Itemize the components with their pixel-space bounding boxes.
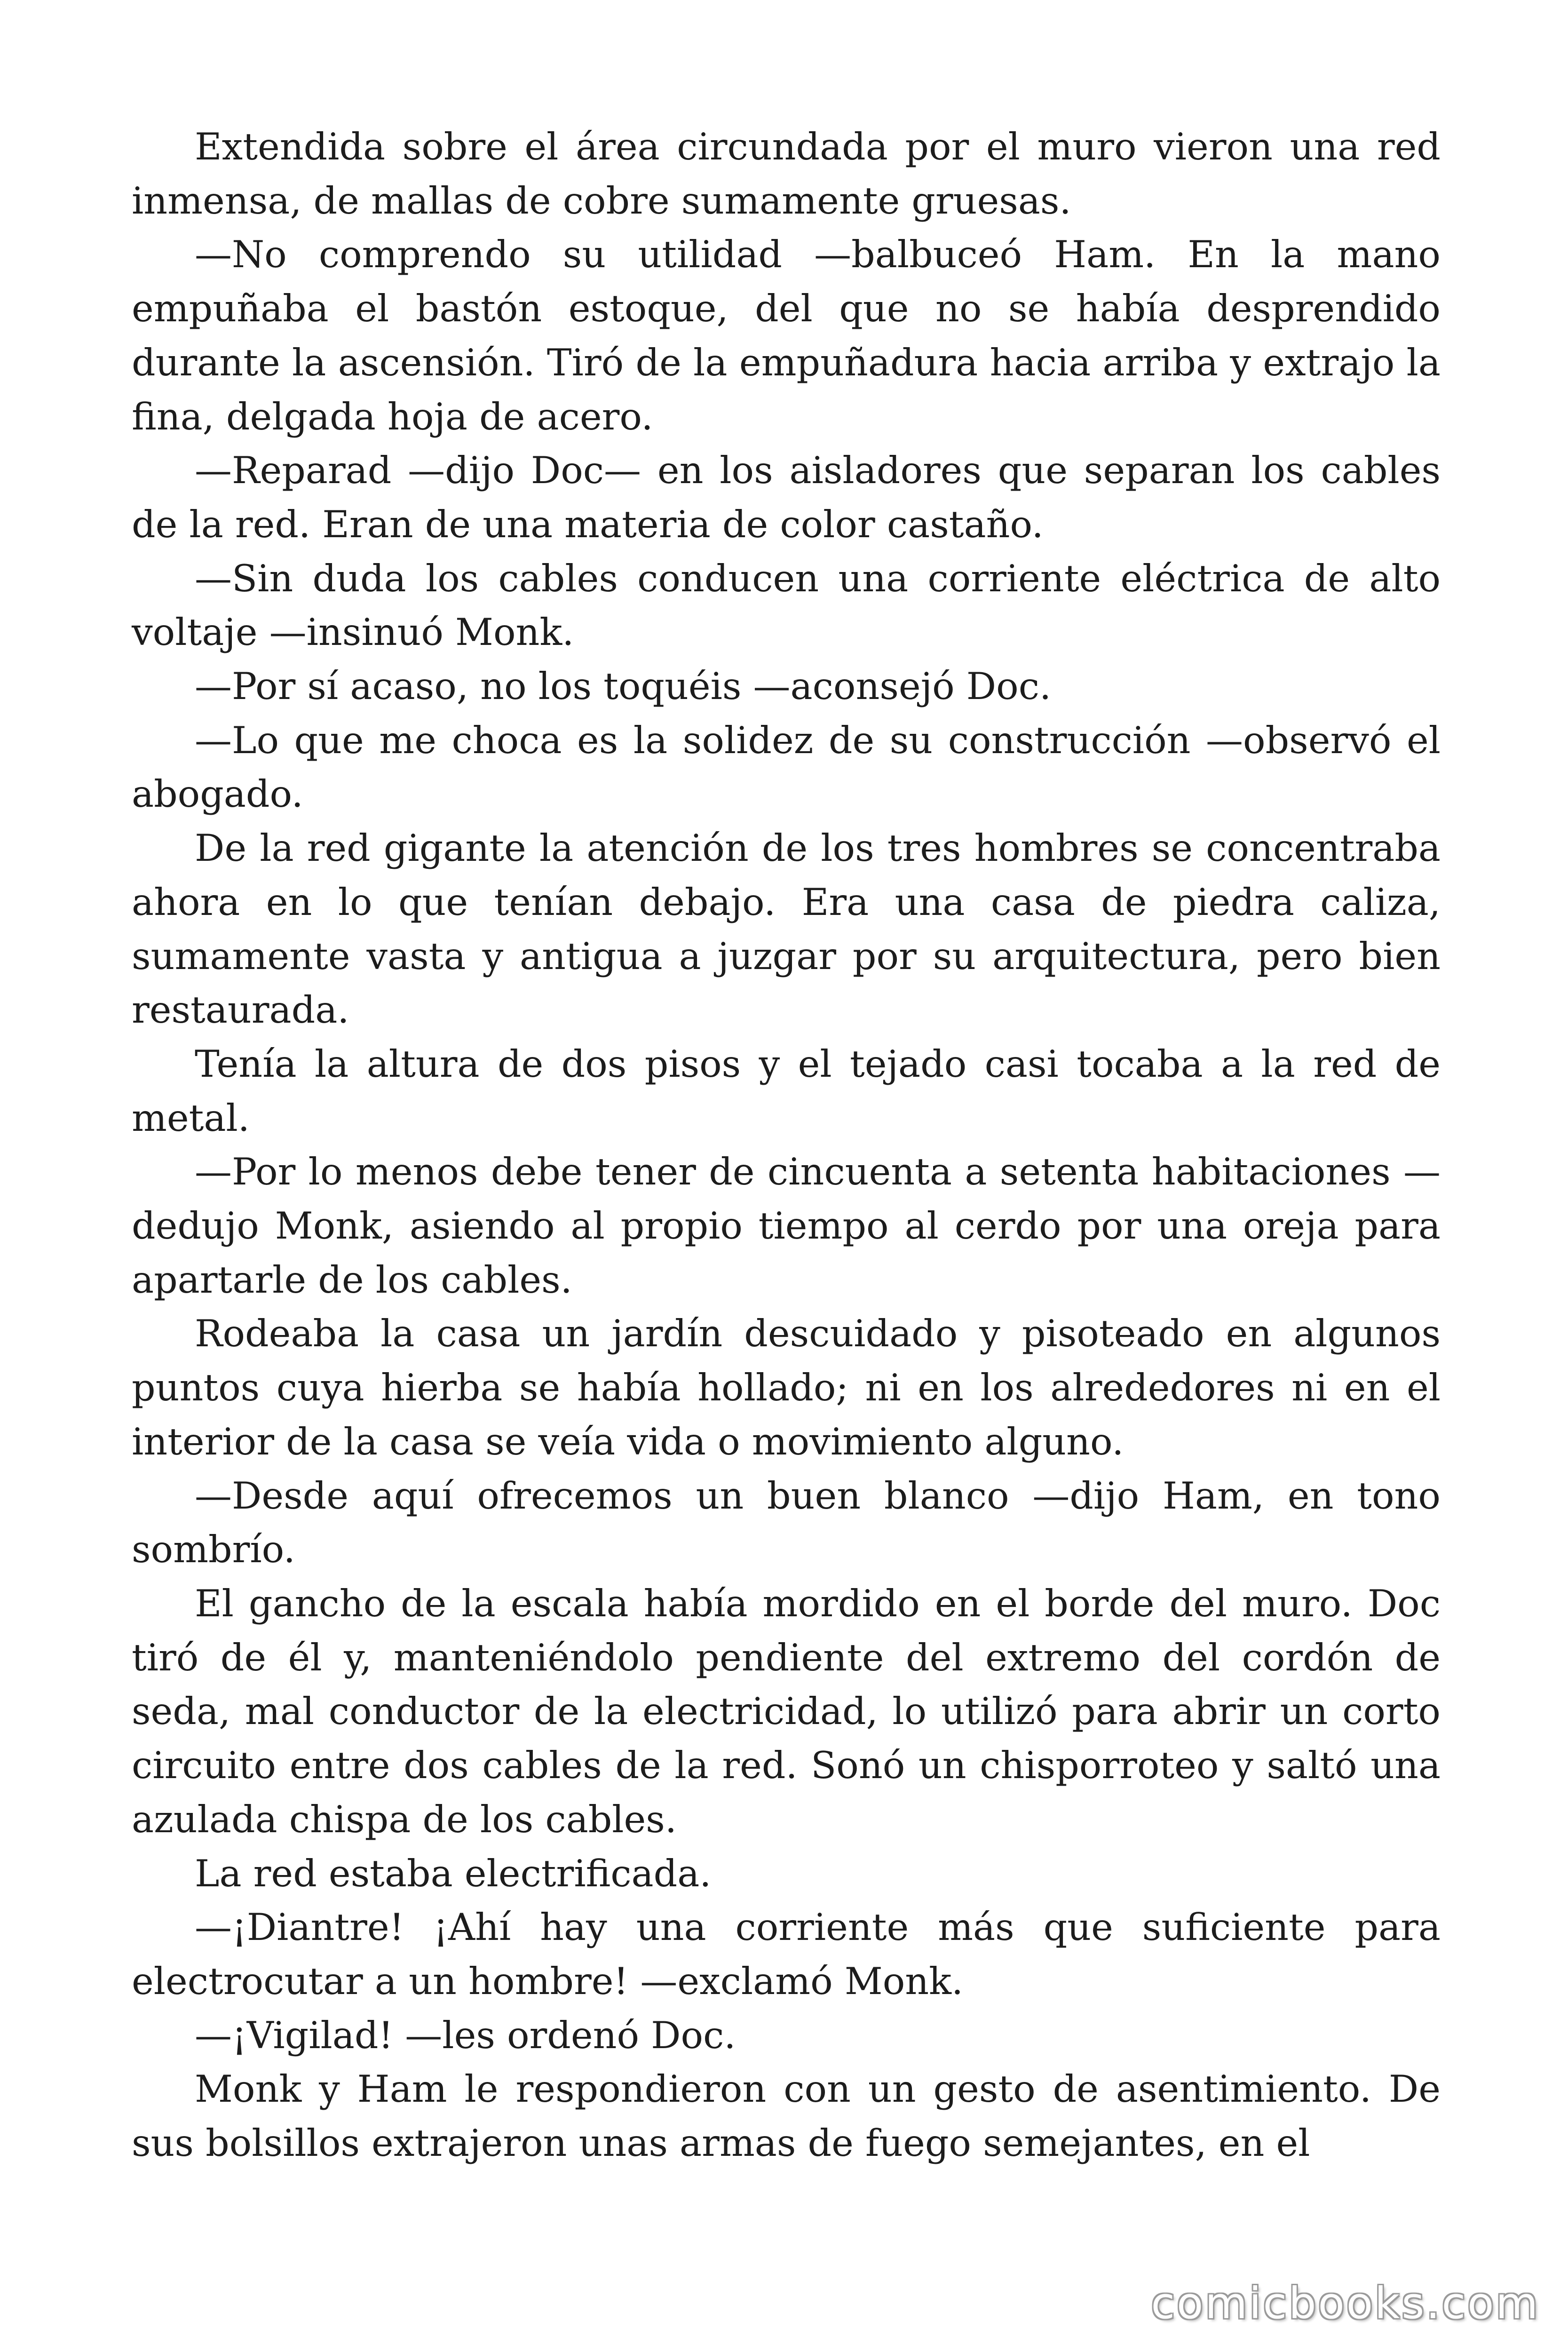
paragraph: Monk y Ham le respondieron con un gesto de asentimiento. De sus bolsillos extrajeron unas armas de fuego semejantes, en el [132, 2067, 1441, 2165]
paragraph: —¡Vigilad! —les ordenó Doc. [195, 2013, 736, 2057]
paragraph: Tenía la altura de dos pisos y el tejado casi tocaba a la red de metal. [132, 1042, 1441, 1140]
watermark-logo: comicbooks.com [1151, 2278, 1540, 2328]
paragraph: —Por lo menos debe tener de cincuenta a setenta habitaciones —dedujo Monk, asiendo al propio tiempo al cerdo por una oreja para apartarle de los cables. [132, 1150, 1441, 1302]
paragraph: —Reparad —dijo Doc— en los aisladores que separan los cables de la red. Eran de una materia de color castaño. [132, 449, 1441, 546]
paragraph: De la red gigante la atención de los tres hombres se concentraba ahora en lo que tenían debajo. Era una casa de piedra caliza, sumamente vasta y antigua a juzgar por su arquitectura, pero bien restaurada. [132, 826, 1441, 1032]
paragraph: —No comprendo su utilidad —balbuceó Ham. En la mano empuñaba el bastón estoque, del que no se había desprendido durante la ascensión. Tiró de la empuñadura hacia arriba y extrajo la fina, delgada hoja de acero. [132, 233, 1441, 438]
paragraph: —Desde aquí ofrecemos un buen blanco —dijo Ham, en tono sombrío. [132, 1474, 1441, 1572]
paragraph: —Por sí acaso, no los toquéis —aconsejó Doc. [195, 665, 1052, 708]
paragraph: Extendida sobre el área circundada por el muro vieron una red inmensa, de mallas de cobre sumamente gruesas. [132, 125, 1441, 222]
paragraph: —¡Diantre! ¡Ahí hay una corriente más que suficiente para electrocutar a un hombre! —exclamó Monk. [132, 1906, 1441, 2003]
paragraph: El gancho de la escala había mordido en el borde del muro. Doc tiró de él y, manteniéndolo pendiente del extremo del cordón de seda, mal conductor de la electricidad, lo utilizó para abrir un corto circuito entre dos cables de la red. Sonó un chisporroteo y saltó una azulada chispa de los cables. [132, 1581, 1441, 1841]
paragraph: —Lo que me choca es la solidez de su construcción —observó el abogado. [132, 718, 1441, 816]
paragraph: —Sin duda los cables conducen una corriente eléctrica de alto voltaje —insinuó Monk. [132, 556, 1441, 654]
paragraph: Rodeaba la casa un jardín descuidado y pisoteado en algunos puntos cuya hierba se había hollado; ni en los alrededores ni en el interior de la casa se veía vida o movimiento alguno. [132, 1312, 1441, 1463]
book-page-text [132, 120, 1441, 2170]
paragraph: La red estaba electrificada. [195, 1851, 712, 1895]
